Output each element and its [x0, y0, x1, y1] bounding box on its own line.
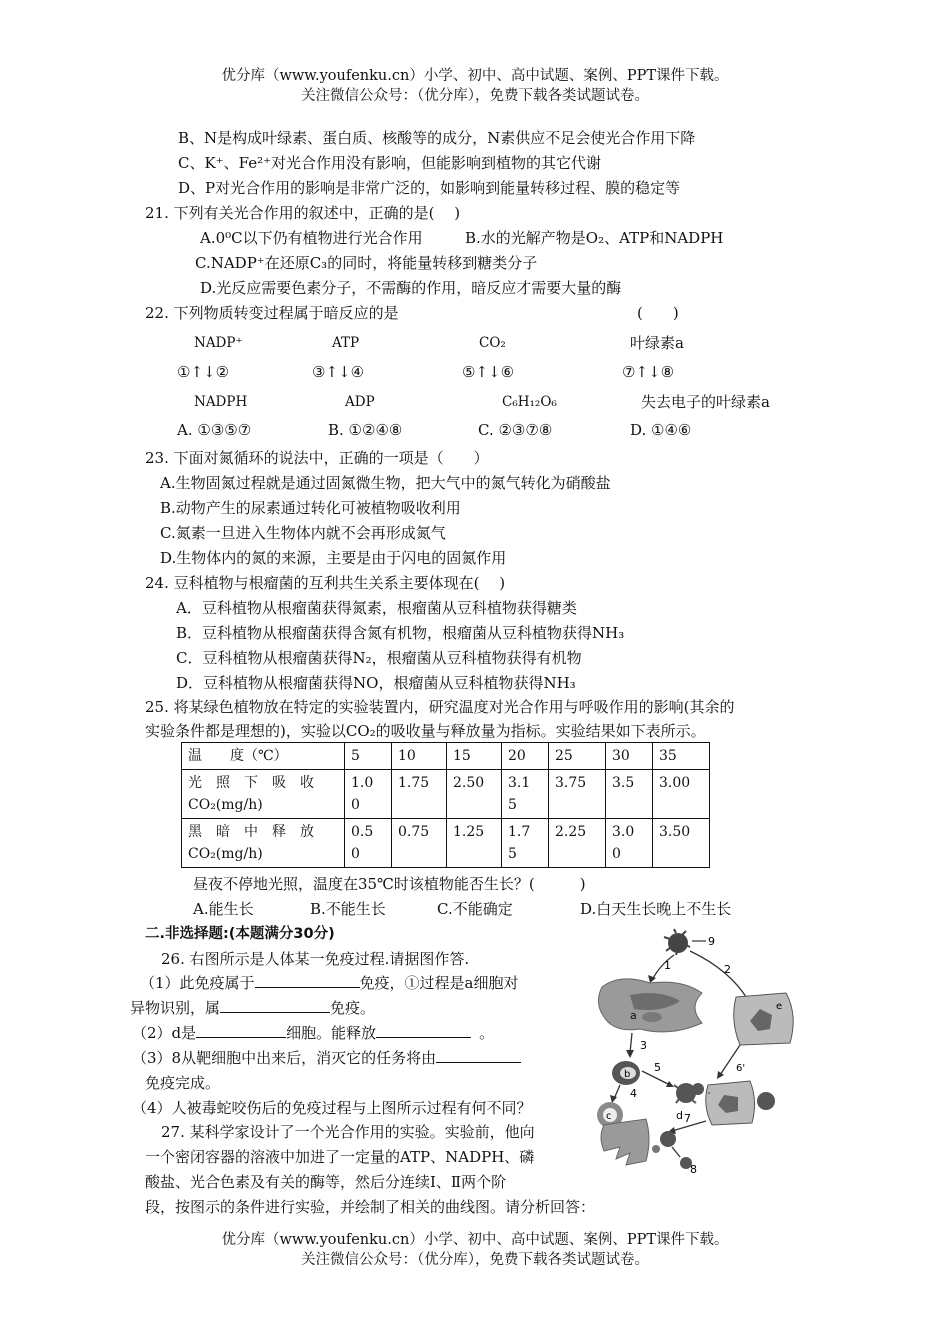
dark-label-line-2: CO₂(mg/h): [188, 846, 263, 862]
q22-top-4: 叶绿素a: [630, 334, 684, 352]
table-cell: 25: [549, 743, 606, 770]
q22-top-2: ATP: [332, 335, 360, 351]
answer-blank[interactable]: [220, 998, 330, 1013]
q22-arrows-2: ③↑↓④: [312, 363, 365, 381]
q23-option-a: A.生物固氮过程就是通过固氮微生物，把大气中的氮气转化为硝酸盐: [160, 474, 611, 492]
figure-label-a: a: [630, 1009, 637, 1022]
q26-part-1: [140, 973, 519, 993]
table-cell-light-label: [182, 770, 345, 819]
figure-label-5: 5: [654, 1061, 661, 1074]
q25-question: 昼夜不停地光照，温度在35℃时该植物能否生长？( ): [193, 875, 586, 893]
q24-stem: 24. 豆科植物与根瘤菌的互利共生关系主要体现在( ): [145, 574, 506, 592]
q22-bottom-2: ADP: [345, 394, 375, 410]
answer-blank[interactable]: [255, 973, 360, 988]
table-cell: 0.75: [392, 819, 447, 868]
q26-part-4: （4）人被毒蛇咬伤后的免疫过程与上图所示过程有何不同？: [132, 1099, 532, 1117]
q25-stem-1: 25. 将某绿色植物放在特定的实验装置内，研究温度对光合作用与呼吸作用的影响(其余的: [145, 698, 735, 716]
q26-p3-text-a: （3）8从靶细胞中出来后，消灭它的任务将由: [132, 1049, 437, 1067]
footer-line-1: 优分库（www.youfenku.cn）小学、初中、高中试题、案例、PPT课件下载。: [221, 1232, 729, 1248]
q26-part-3-cont: 免疫完成。: [145, 1074, 221, 1092]
q25-option-a: A.能生长: [193, 900, 254, 918]
q24-option-c: C．豆科植物从根瘤菌获得N₂，根瘤菌从豆科植物获得有机物: [176, 649, 582, 667]
q26-part-1-cont: [130, 998, 375, 1018]
q22-stem: 22. 下列物质转变过程属于暗反应的是: [145, 304, 399, 322]
figure-label-c: c: [606, 1111, 612, 1122]
footer-line-2: 关注微信公众号：（优分库），免费下载各类试题试卷。: [301, 1252, 649, 1268]
q22-option-b: B. ①②④⑧: [328, 421, 403, 439]
antigen-cell-icon: [664, 929, 690, 955]
q25-data-table: [181, 742, 710, 868]
q22-top-1: NADP⁺: [194, 335, 243, 351]
table-row: [182, 819, 710, 868]
q26-p2-text-a: （2）d是: [132, 1024, 197, 1042]
figure-label-6: 6': [736, 1063, 746, 1074]
table-cell: 1.25: [447, 819, 502, 868]
q22-arrows-3: ⑤↑↓⑥: [462, 363, 515, 381]
q20-option-c: C、K⁺、Fe²⁺对光合作用没有影响，但能影响到植物的其它代谢: [178, 154, 601, 172]
q26-p1-text-b: 免疫，①过程是a细胞对: [359, 974, 519, 992]
figure-label-4: 4: [630, 1087, 637, 1100]
table-cell: 20: [502, 743, 549, 770]
q21-option-b: B.水的光解产物是O₂、ATP和NADPH: [465, 229, 724, 247]
q21-option-d: D.光反应需要色素分子，不需酶的作用，暗反应才需要大量的酶: [200, 279, 622, 297]
q25-option-c: C.不能确定: [437, 900, 513, 918]
table-cell: 3.5: [606, 770, 653, 819]
table-cell: 10: [392, 743, 447, 770]
q22-option-d: D. ①④⑥: [630, 421, 692, 439]
q21-option-a: A.0⁰C以下仍有植物进行光合作用: [200, 229, 423, 247]
figure-label-7: 7: [684, 1112, 691, 1125]
figure-label-9: 9: [708, 935, 715, 948]
table-cell: 5: [345, 743, 392, 770]
table-cell: 35: [653, 743, 710, 770]
q27-line-2: 一个密闭容器的溶液中加进了一定量的ATP、NADPH、磷: [145, 1148, 535, 1166]
arrow-head: [717, 1071, 724, 1079]
table-cell: 1.75: [392, 770, 447, 819]
macrophage-cell-a-icon: [598, 979, 702, 1032]
figure-label-b: b: [624, 1069, 631, 1080]
table-cell: 3.0 0: [606, 819, 653, 868]
q22-answer-paren: ( ): [637, 304, 679, 322]
table-cell: 1.0 0: [345, 770, 392, 819]
q22-bottom-3: C₆H₁₂O₆: [502, 394, 557, 410]
q26-p1-text-d: 免疫。: [330, 999, 376, 1017]
q20-option-d: D、P对光合作用的影响是非常广泛的，如影响到能量转移过程、膜的稳定等: [178, 179, 681, 197]
q23-stem: 23. 下面对氮循环的说法中，正确的一项是（ ）: [145, 449, 489, 467]
table-row: [182, 743, 710, 770]
q27-line-1: 27. 某科学家设计了一个光合作用的实验。实验前，他向: [161, 1123, 535, 1141]
table-cell: 3.00: [653, 770, 710, 819]
q24-option-b: B．豆科植物从根瘤菌获得含氮有机物，根瘤菌从豆科植物获得NH₃: [176, 624, 625, 642]
q26-part-3: [132, 1048, 521, 1068]
q26-p2-text-b: 细胞。能释放: [286, 1024, 377, 1042]
q26-part-2: [132, 1023, 494, 1043]
arrow-head: [610, 1095, 617, 1103]
answer-blank[interactable]: [376, 1023, 471, 1038]
table-cell: 1.7 5: [502, 819, 549, 868]
figure-label-8: 8: [690, 1163, 697, 1175]
q26-stem: 26. 右图所示是人体某一免疫过程.请据图作答.: [161, 950, 470, 968]
answer-blank[interactable]: [196, 1023, 286, 1038]
q25-stem-2: 实验条件都是理想的)，实验以CO₂的吸收量与释放量为指标。实验结果如下表所示。: [145, 722, 706, 740]
q25-option-d: D.白天生长晚上不生长: [580, 900, 732, 918]
table-cell: 2.25: [549, 819, 606, 868]
q20-option-b: B、N是构成叶绿素、蛋白质、核酸等的成分，N素供应不足会使光合作用下降: [178, 129, 696, 147]
q24-option-a: A．豆科植物从根瘤菌获得氮素，根瘤菌从豆科植物获得糖类: [176, 599, 577, 617]
q23-option-d: D.生物体内的氮的来源，主要是由于闪电的固氮作用: [160, 549, 507, 567]
q25-option-b: B.不能生长: [310, 900, 386, 918]
lysed-target-cell-icon: [601, 1119, 676, 1165]
q22-option-c: C. ②③⑦⑧: [478, 421, 553, 439]
q23-option-c: C.氮素一旦进入生物体内就不会再形成氮气: [160, 524, 446, 542]
table-cell: 0.5 0: [345, 819, 392, 868]
q24-option-d: D．豆科植物从根瘤菌获得NO，根瘤菌从豆科植物获得NH₃: [176, 674, 576, 692]
table-cell: 3.50: [653, 819, 710, 868]
q23-option-b: B.动物产生的尿素通过转化可被植物吸收利用: [160, 499, 461, 517]
figure-label-2: 2: [724, 963, 731, 976]
section-2-title: 二.非选择题:(本题满分30分): [145, 926, 335, 942]
arrow-8: [672, 1147, 680, 1157]
table-row: [182, 770, 710, 819]
figure-label-1: 1: [664, 959, 671, 972]
q22-option-a: A. ①③⑤⑦: [177, 421, 252, 439]
figure-label-e-top: e: [776, 1001, 783, 1012]
q22-arrows-1: ①↑↓②: [177, 363, 230, 381]
header-line-2: 关注微信公众号：（优分库），免费下载各类试题试卷。: [301, 88, 649, 104]
table-cell-temp-label: 温 度（℃）: [182, 743, 345, 770]
table-cell: 3.75: [549, 770, 606, 819]
figure-label-3: 3: [640, 1039, 647, 1052]
q26-p1-text-c: 异物识别，属: [130, 999, 221, 1017]
table-cell-dark-label: [182, 819, 345, 868]
figure-label-d: d: [676, 1109, 683, 1122]
arrow-head: [626, 1050, 634, 1058]
immune-process-figure: [590, 925, 810, 1175]
table-cell: 15: [447, 743, 502, 770]
q22-bottom-1: NADPH: [194, 394, 248, 410]
infected-target-cell-icon: [692, 1081, 775, 1125]
target-cell-e-icon: [734, 993, 793, 1045]
q26-p2-text-c: 。: [479, 1024, 495, 1042]
light-label-line-2: CO₂(mg/h): [188, 797, 263, 813]
table-cell: 30: [606, 743, 653, 770]
light-label-line-1: 光 照 下 吸 收: [188, 775, 314, 791]
answer-blank[interactable]: [436, 1048, 521, 1063]
q27-line-3: 酸盐、光合色素及有关的酶等，然后分连续Ⅰ、Ⅱ两个阶: [145, 1173, 507, 1191]
q22-arrows-4: ⑦↑↓⑧: [622, 363, 675, 381]
q22-bottom-4: 失去电子的叶绿素a: [641, 393, 770, 411]
table-cell: 2.50: [447, 770, 502, 819]
table-cell: 3.1 5: [502, 770, 549, 819]
dark-label-line-1: 黑 暗 中 释 放: [188, 824, 314, 840]
q21-stem: 21. 下列有关光合作用的叙述中，正确的是( ): [145, 204, 461, 222]
header-line-1: 优分库（www.youfenku.cn）小学、初中、高中试题、案例、PPT课件下载。: [221, 68, 729, 84]
q27-line-4: 段，按图示的条件进行实验，并绘制了相关的曲线图。请分析回答：: [145, 1198, 596, 1216]
q26-p1-text-a: （1）此免疫属于: [140, 974, 255, 992]
q21-option-c: C.NADP⁺在还原C₃的同时，将能量转移到糖类分子: [195, 254, 538, 272]
q22-top-3: CO₂: [479, 335, 506, 351]
